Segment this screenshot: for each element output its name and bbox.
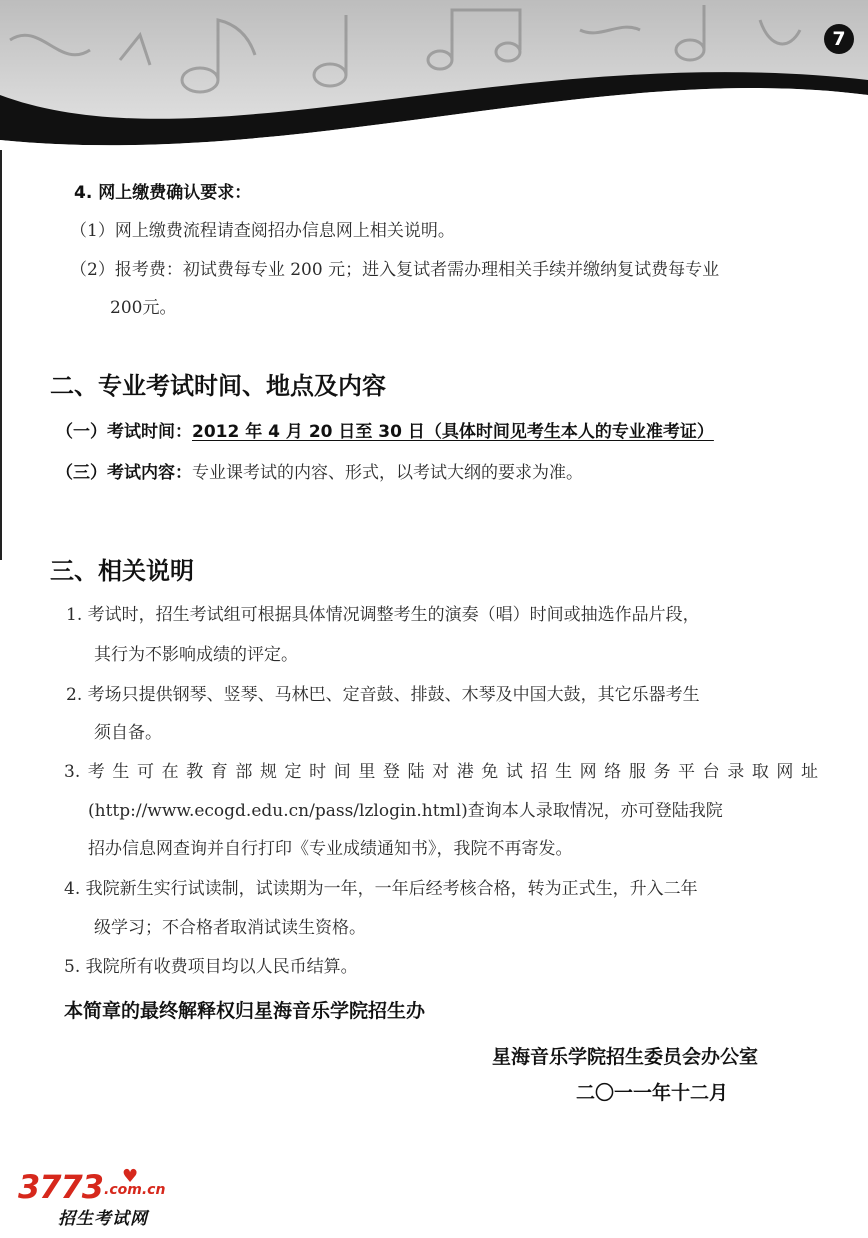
note-1-line-2: 其行为不影响成绩的评定。 — [94, 645, 298, 665]
note-3-line-1: 3.考生可在教育部规定时间里登陆对港免试招生网络服务平台录取网址 — [64, 762, 818, 782]
note-2-line-2: 须自备。 — [94, 723, 162, 743]
rights-statement: 本简章的最终解释权归星海音乐学院招生办 — [64, 1000, 426, 1022]
fee-item-1: （1）网上缴费流程请查阅招办信息网上相关说明。 — [70, 221, 455, 241]
music-notes-banner — [0, 0, 868, 170]
note-3-line-3: 招办信息网查询并自行打印《专业成绩通知书》，我院不再寄发。 — [88, 839, 573, 859]
fee-heading: 4. 网上缴费确认要求： — [74, 183, 252, 203]
site-logo — [18, 1168, 178, 1230]
section-3-title: 三、相关说明 — [50, 557, 194, 585]
exam-content-label: （三）考试内容： — [56, 463, 192, 483]
logo-number: 3773 — [18, 1168, 104, 1206]
issuing-office: 星海音乐学院招生委员会办公室 — [492, 1046, 759, 1068]
logo-subtitle: 招生考试网 — [58, 1209, 148, 1229]
page-header-banner — [0, 0, 868, 170]
note-3-line-2: (http://www.ecogd.edu.cn/pass/lzlogin.html)查询本人录取情况，亦可登陆我院 — [88, 801, 723, 821]
fee-item-2-line-1: （2）报考费：初试费每专业 200 元；进入复试者需办理相关手续并缴纳复试费每专业 — [70, 260, 720, 280]
exam-time-label: （一）考试时间： — [56, 422, 192, 442]
exam-time-value: 2012 年 4 月 20 日至 30 日（具体时间见考生本人的专业准考证） — [192, 422, 714, 442]
note-4-line-2: 级学习；不合格者取消试读生资格。 — [94, 918, 366, 938]
note-2-line-1: 2. 考场只提供钢琴、竖琴、马林巴、定音鼓、排鼓、木琴及中国大鼓，其它乐器考生 — [66, 685, 700, 705]
note-5: 5. 我院所有收费项目均以人民币结算。 — [64, 957, 358, 977]
issue-date: 二〇一一年十二月 — [576, 1082, 729, 1104]
note-4-line-1: 4. 我院新生实行试读制，试读期为一年，一年后经考核合格，转为正式生，升入二年 — [64, 879, 698, 899]
left-margin-rule — [0, 150, 2, 560]
fee-item-2-line-2: 200元。 — [110, 298, 177, 318]
logo-domain: .com.cn — [104, 1182, 166, 1198]
heart-icon: ♥ — [122, 1166, 139, 1187]
exam-content-value: 专业课考试的内容、形式，以考试大纲的要求为准。 — [192, 463, 583, 483]
section-2-title: 二、专业考试时间、地点及内容 — [50, 372, 386, 400]
note-1-line-1: 1. 考试时，招生考试组可根据具体情况调整考生的演奏（唱）时间或抽选作品片段， — [66, 605, 700, 625]
page-number: 7 — [824, 24, 854, 54]
exam-content-line — [56, 458, 583, 483]
exam-time-line — [56, 417, 714, 442]
